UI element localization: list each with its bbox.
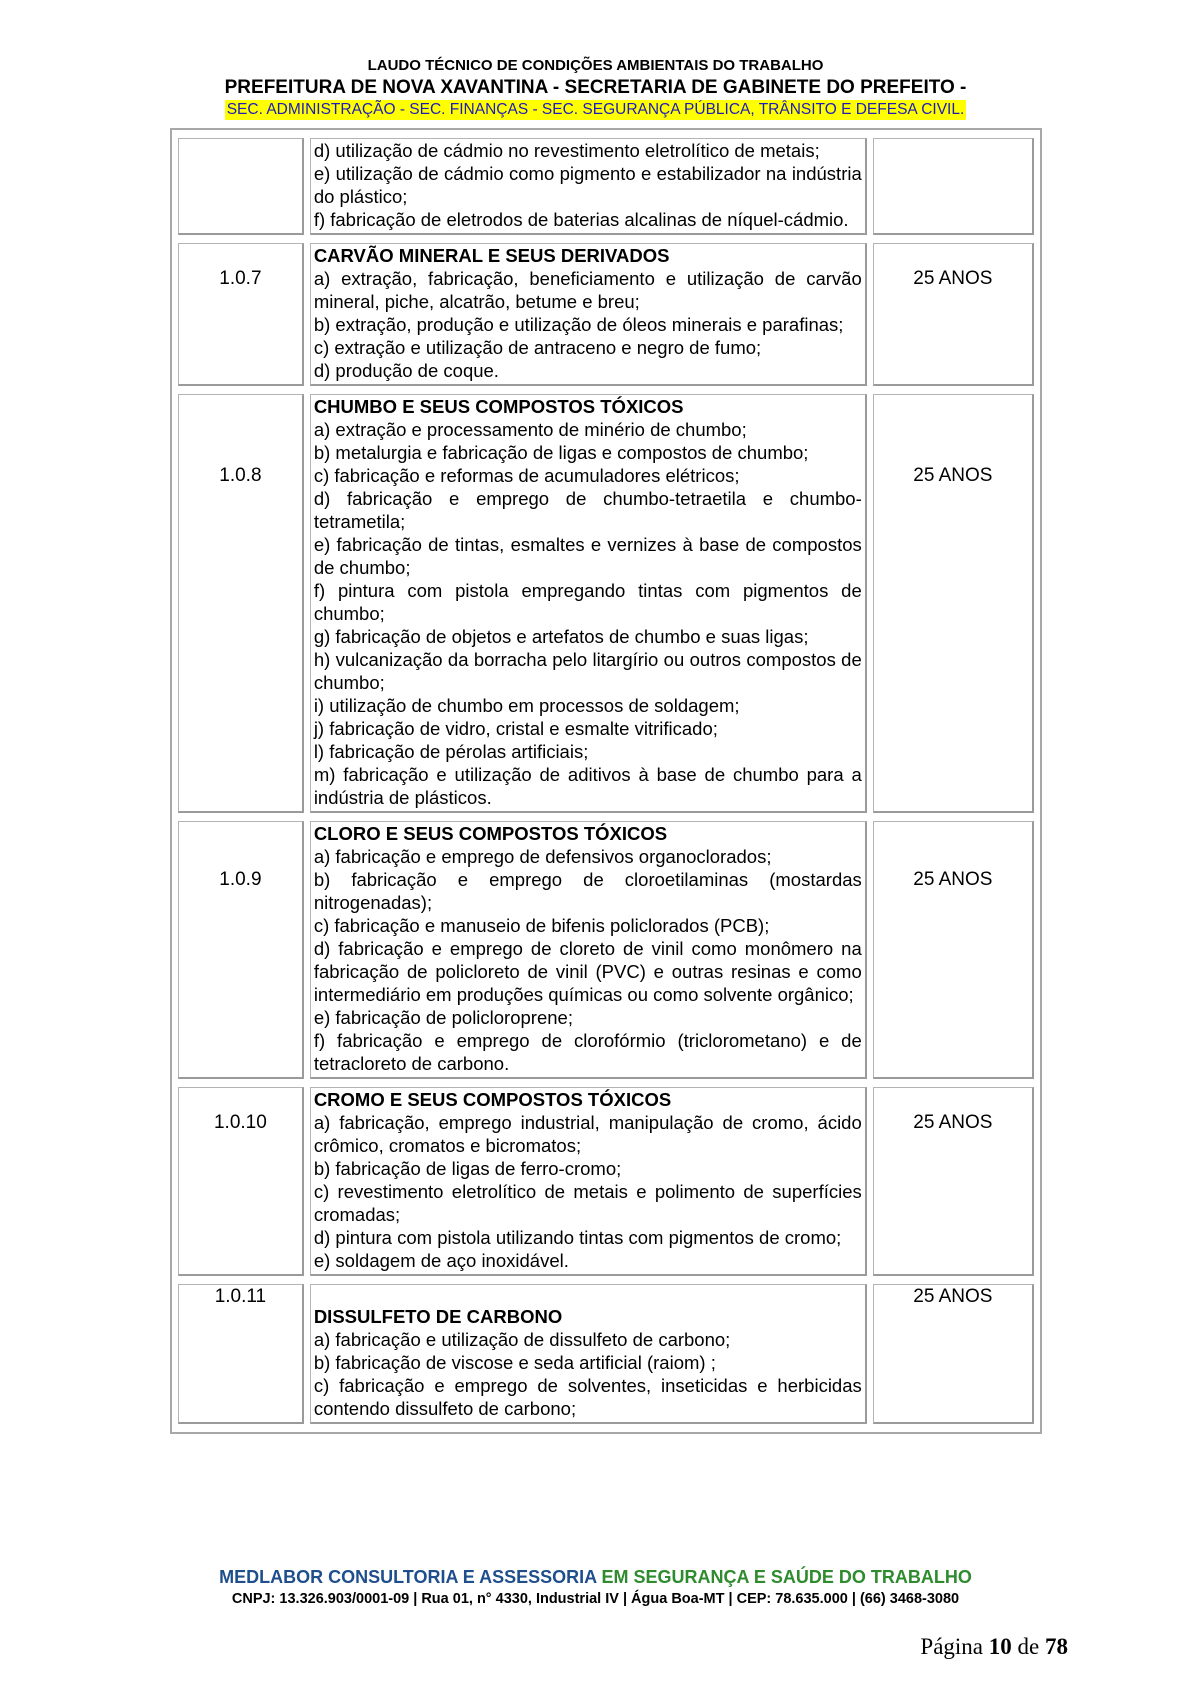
- footer-company-tagline: EM SEGURANÇA E SAÚDE DO TRABALHO: [601, 1567, 972, 1587]
- agent-activity-item: c) fabricação e manuseio de bifenis policlorados (PCB);: [313, 915, 770, 936]
- agent-description-cell: [310, 394, 867, 813]
- agent-code-cell: [178, 1087, 304, 1276]
- agent-activity-item: e) utilização de cádmio como pigmento e estabilizador na indústria do plástico;: [313, 163, 862, 207]
- agent-activity-item: b) extração, produção e utilização de óleos minerais e parafinas;: [313, 314, 844, 335]
- agent-activity-item: e) soldagem de aço inoxidável.: [313, 1250, 569, 1271]
- agent-activity-item: b) fabricação de viscose e seda artificial (raiom) ;: [313, 1352, 716, 1373]
- exposure-time: 25 ANOS: [913, 1286, 993, 1307]
- agent-activity-item: f) fabricação de eletrodos de baterias alcalinas de níquel-cádmio.: [313, 209, 849, 230]
- agent-code-cell: [178, 243, 304, 386]
- agent-activity-item: b) fabricação de ligas de ferro-cromo;: [313, 1158, 622, 1179]
- agent-activity-item: d) utilização de cádmio no revestimento eletrolítico de metais;: [313, 140, 820, 161]
- departments-line: SEC. ADMINISTRAÇÃO - SEC. FINANÇAS - SEC. SEGURANÇA PÚBLICA, TRÂNSITO E DEFESA CIVIL.: [226, 101, 965, 118]
- agent-activity-item: c) revestimento eletrolítico de metais e polimento de superfícies cromadas;: [313, 1181, 862, 1225]
- agent-title: DISSULFETO DE CARBONO: [313, 1306, 563, 1327]
- document-header: [0, 56, 1191, 120]
- agent-activity-item: i) utilização de chumbo em processos de soldagem;: [313, 695, 740, 716]
- agent-activity-item: a) fabricação e emprego de defensivos organoclorados;: [313, 846, 772, 867]
- table-row: [178, 1284, 1034, 1424]
- agent-description-cell: [310, 1087, 867, 1276]
- page-of: de: [1017, 1634, 1040, 1659]
- agent-code: 1.0.10: [213, 1112, 267, 1133]
- agent-activity-item: l) fabricação de pérolas artificiais;: [313, 741, 589, 762]
- page-total: 78: [1045, 1634, 1068, 1659]
- footer-company-name: MEDLABOR CONSULTORIA E ASSESSORIA: [219, 1567, 597, 1587]
- table-row: [178, 821, 1034, 1079]
- agent-code-cell: [178, 394, 304, 813]
- footer-company: [0, 1566, 1191, 1588]
- risk-agents-table: [170, 128, 1042, 1434]
- agent-activity-item: d) produção de coque.: [313, 360, 499, 381]
- agent-activity-item: d) fabricação e emprego de chumbo-tetraetila e chumbo-tetrametila;: [313, 488, 862, 532]
- exposure-time: 25 ANOS: [913, 1112, 993, 1133]
- agent-activity-item: c) fabricação e reformas de acumuladores elétricos;: [313, 465, 740, 486]
- agent-activity-item: e) fabricação de tintas, esmaltes e vernizes à base de compostos de chumbo;: [313, 534, 862, 578]
- table-row: [178, 1087, 1034, 1276]
- agent-activity-item: c) extração e utilização de antraceno e negro de fumo;: [313, 337, 762, 358]
- agent-activity-item: f) fabricação e emprego de clorofórmio (triclorometano) e de tetracloreto de carbono.: [313, 1030, 862, 1074]
- table-row: [178, 394, 1034, 813]
- agent-title: CARVÃO MINERAL E SEUS DERIVADOS: [313, 245, 670, 266]
- exposure-time: 25 ANOS: [913, 268, 993, 289]
- departments-line-wrap: [0, 100, 1191, 120]
- report-title: LAUDO TÉCNICO DE CONDIÇÕES AMBIENTAIS DO TRABALHO: [367, 57, 824, 74]
- agent-activity-item: b) fabricação e emprego de cloroetilaminas (mostardas nitrogenadas);: [313, 869, 862, 913]
- table-body: [178, 138, 1034, 1424]
- agent-description-cell: [310, 821, 867, 1079]
- exposure-time-cell: [873, 1284, 1034, 1424]
- agent-title: CLORO E SEUS COMPOSTOS TÓXICOS: [313, 823, 668, 844]
- agent-activity-item: a) extração, fabricação, beneficiamento e utilização de carvão mineral, piche, alcatrão, betume e breu;: [313, 268, 862, 312]
- exposure-time-cell: [873, 394, 1034, 813]
- agent-activity-item: d) fabricação e emprego de cloreto de vinil como monômero na fabricação de policloreto de vinil (PVC) e outras resinas e como intermediário em produções químicas ou como solvente orgânico;: [313, 938, 862, 1005]
- exposure-time-cell: [873, 243, 1034, 386]
- agent-activity-item: a) extração e processamento de minério de chumbo;: [313, 419, 747, 440]
- agent-activity-item: b) metalurgia e fabricação de ligas e compostos de chumbo;: [313, 442, 809, 463]
- agent-activity-item: h) vulcanização da borracha pelo litargírio ou outros compostos de chumbo;: [313, 649, 862, 693]
- agent-code: 1.0.7: [219, 268, 262, 289]
- document-footer: [0, 1566, 1191, 1610]
- agent-title: CROMO E SEUS COMPOSTOS TÓXICOS: [313, 1089, 672, 1110]
- agent-code: 1.0.9: [219, 869, 262, 890]
- agent-description-cell: [310, 138, 867, 235]
- agent-code: 1.0.11: [214, 1286, 267, 1307]
- page-label: Página: [920, 1634, 984, 1659]
- organization-title: PREFEITURA DE NOVA XAVANTINA - SECRETARIA DE GABINETE DO PREFEITO -: [224, 77, 967, 98]
- agent-title: CHUMBO E SEUS COMPOSTOS TÓXICOS: [313, 396, 684, 417]
- exposure-time-cell: [873, 1087, 1034, 1276]
- agent-activity-item: e) fabricação de policloroprene;: [313, 1007, 573, 1028]
- page-number: [920, 1634, 1068, 1660]
- agent-activity-item: a) fabricação e utilização de dissulfeto de carbono;: [313, 1329, 731, 1350]
- agent-activity-item: c) fabricação e emprego de solventes, inseticidas e herbicidas contendo dissulfeto de carbono;: [313, 1375, 862, 1419]
- table-row: [178, 243, 1034, 386]
- agent-activity-item: m) fabricação e utilização de aditivos à base de chumbo para a indústria de plásticos.: [313, 764, 862, 808]
- agent-activity-item: f) pintura com pistola empregando tintas com pigmentos de chumbo;: [313, 580, 862, 624]
- agent-activity-item: d) pintura com pistola utilizando tintas com pigmentos de cromo;: [313, 1227, 842, 1248]
- exposure-time-cell: [873, 138, 1034, 235]
- agent-code-cell: [178, 138, 304, 235]
- agent-activity-item: j) fabricação de vidro, cristal e esmalte vitrificado;: [313, 718, 718, 739]
- footer-address: CNPJ: 13.326.903/0001-09 | Rua 01, n° 4330, Industrial IV | Água Boa-MT | CEP: 78.635.000 | (66) 3468-3080: [231, 1591, 960, 1607]
- agent-description-cell: [310, 1284, 867, 1424]
- page-current: 10: [988, 1634, 1012, 1659]
- agent-code-cell: [178, 821, 304, 1079]
- agent-activity-item: g) fabricação de objetos e artefatos de chumbo e suas ligas;: [313, 626, 809, 647]
- agent-activity-item: a) fabricação, emprego industrial, manipulação de cromo, ácido crômico, cromatos e bicromatos;: [313, 1112, 862, 1156]
- agent-description-cell: [310, 243, 867, 386]
- exposure-time: 25 ANOS: [913, 465, 993, 486]
- exposure-time-cell: [873, 821, 1034, 1079]
- agent-code: 1.0.8: [219, 465, 262, 486]
- table-row: [178, 138, 1034, 235]
- exposure-time: 25 ANOS: [913, 869, 993, 890]
- agent-code-cell: [178, 1284, 304, 1424]
